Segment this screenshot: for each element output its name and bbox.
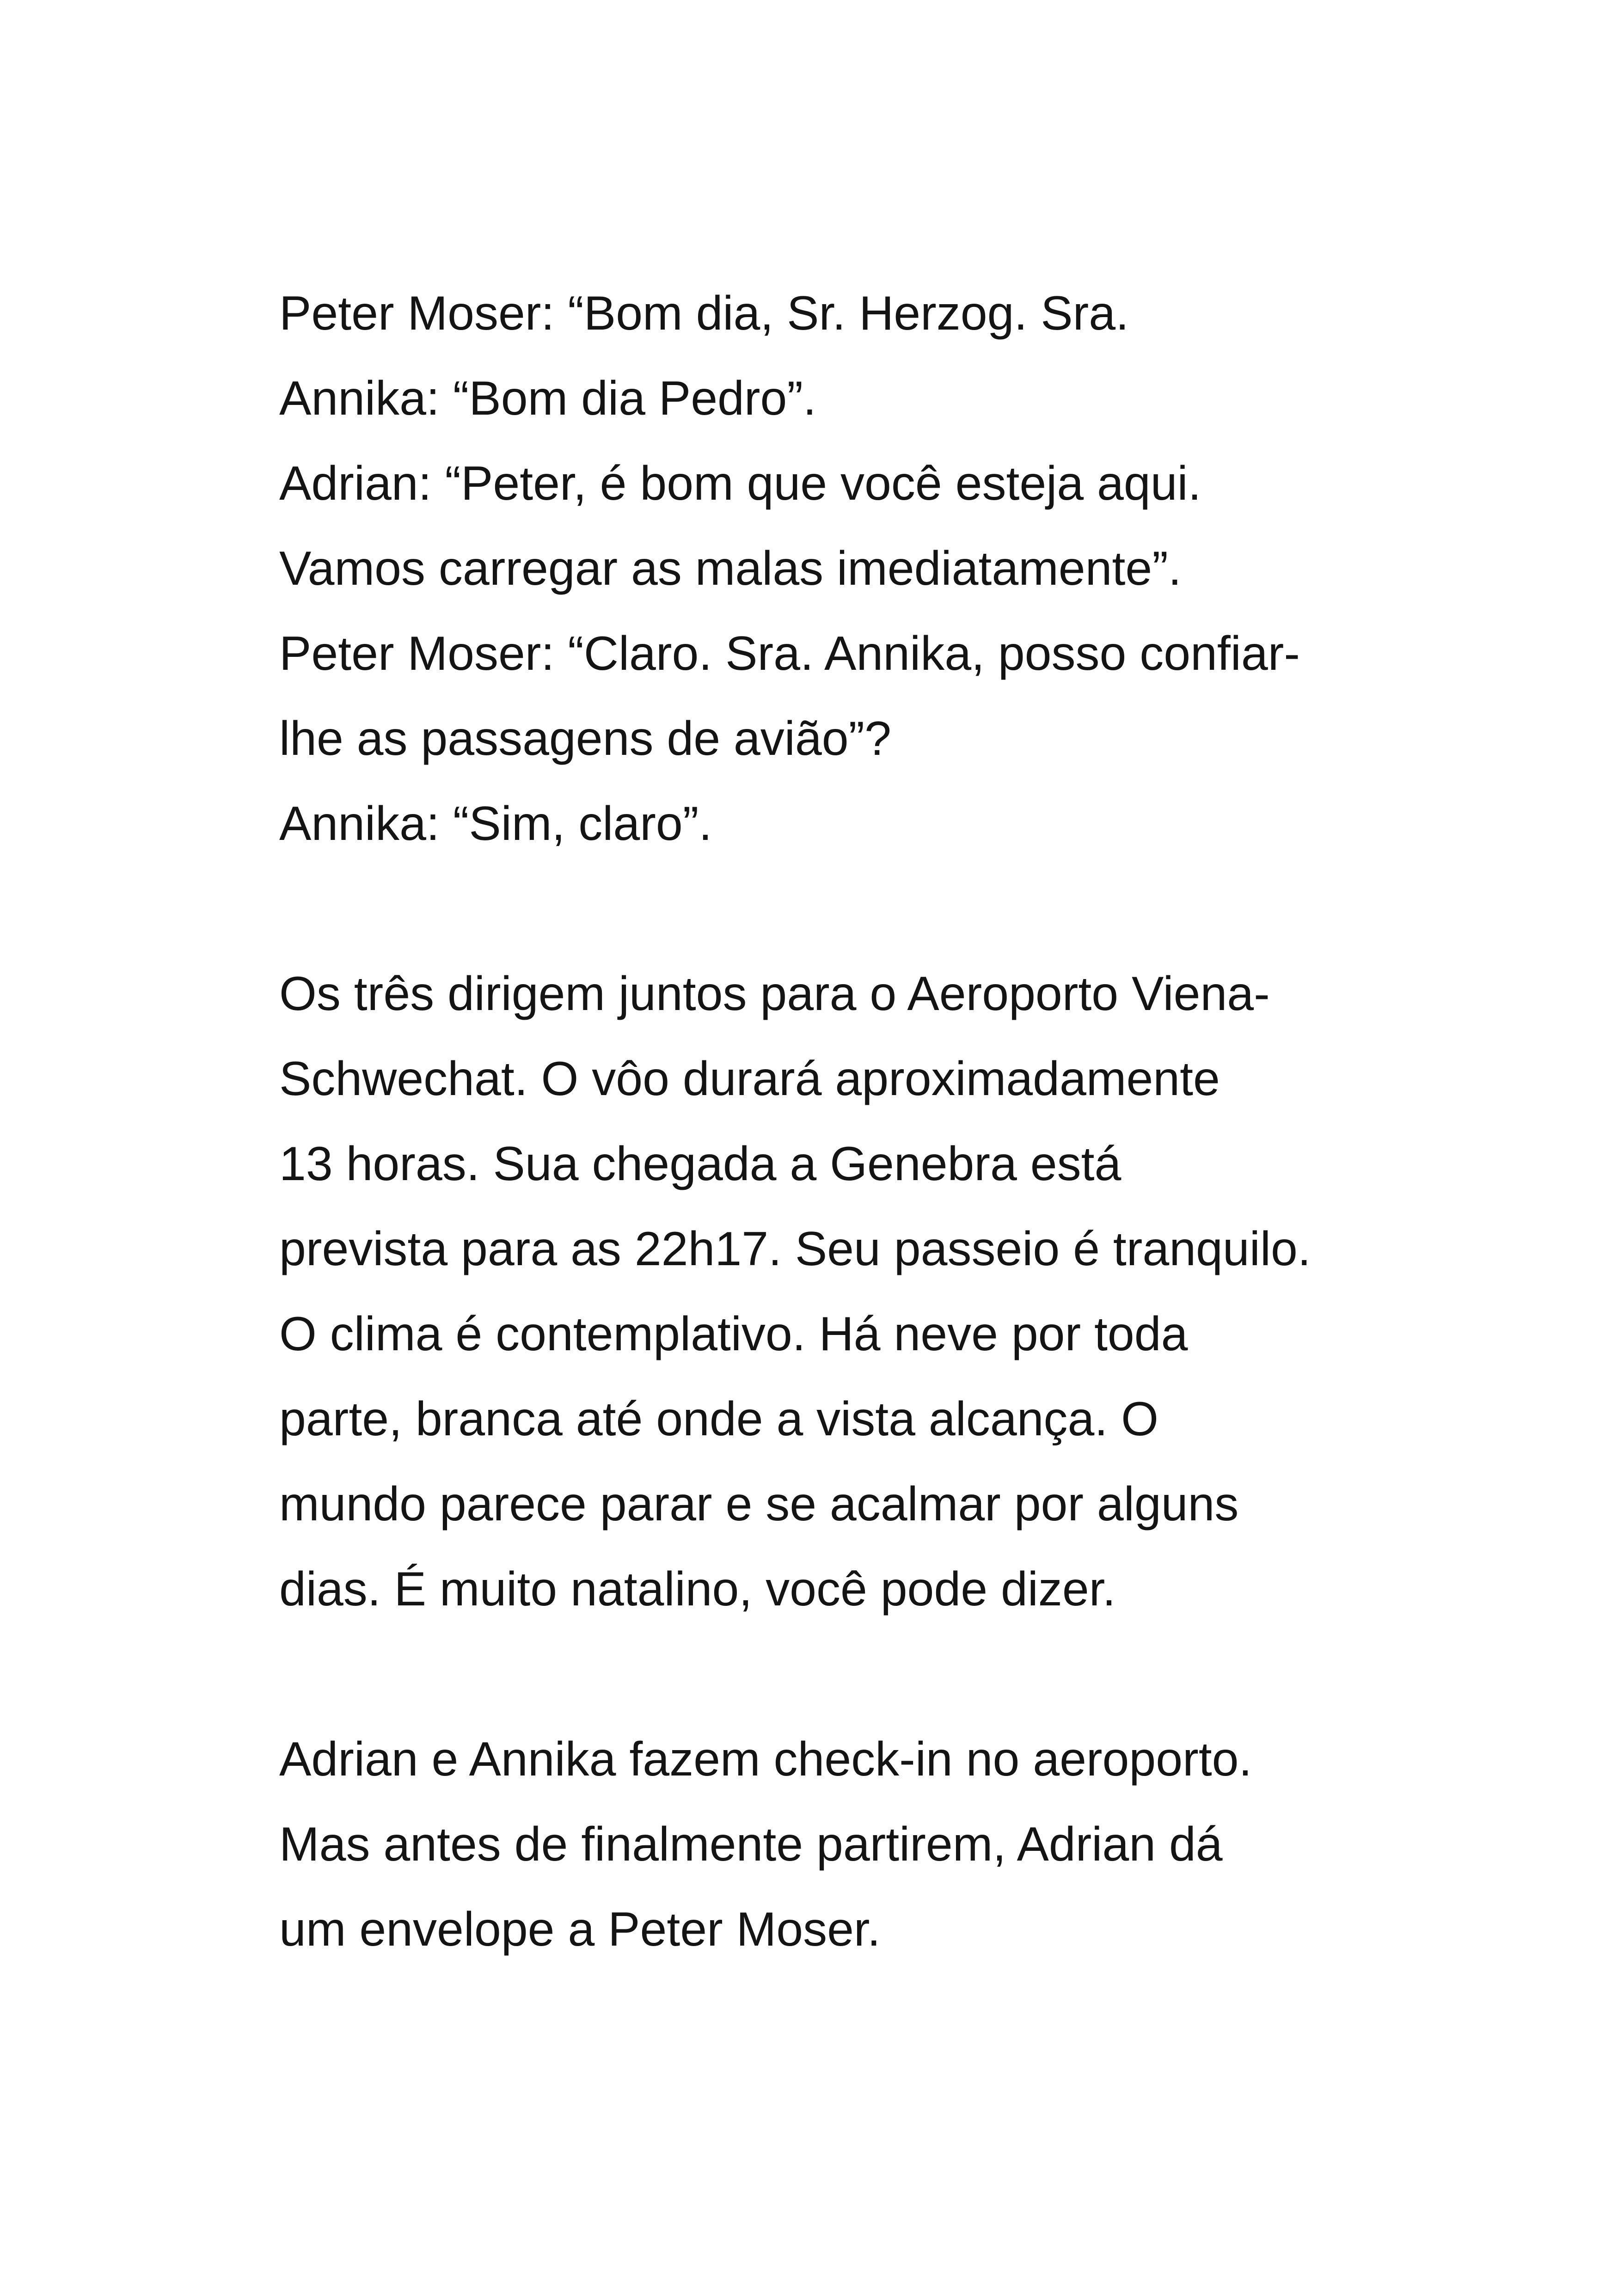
text-line: Peter Moser: “Claro. Sra. Annika, posso confiar- [279, 627, 1300, 680]
text-line: Schwechat. O vôo durará aproximadamente [279, 1052, 1220, 1106]
text-line: 13 horas. Sua chegada a Genebra está [279, 1137, 1122, 1191]
text-line: Peter Moser: “Bom dia, Sr. Herzog. Sra. [279, 287, 1129, 340]
text-line: Vamos carregar as malas imediatamente”. [279, 542, 1182, 595]
text-line: Mas antes de finalmente partirem, Adrian dá [279, 1818, 1223, 1871]
text-line: lhe as passagens de avião”? [279, 712, 892, 765]
text-line: O clima é contemplativo. Há neve por toda [279, 1307, 1188, 1361]
paragraph-check-in [279, 1717, 1435, 1972]
text-line: Annika: “Bom dia Pedro”. [279, 372, 816, 425]
text-line: Os três dirigem juntos para o Aeroporto Viena- [279, 967, 1270, 1021]
body-text [279, 271, 1435, 1972]
text-line: Annika: “Sim, claro”. [279, 797, 712, 851]
text-line: Adrian e Annika fazem check-in no aeroporto. [279, 1733, 1252, 1786]
text-line: Adrian: “Peter, é bom que você esteja aqui. [279, 457, 1201, 510]
text-line: um envelope a Peter Moser. [279, 1903, 881, 1956]
paragraph-dialogue [279, 271, 1435, 866]
paragraph-journey [279, 951, 1435, 1632]
text-line: dias. É muito natalino, você pode dizer. [279, 1562, 1116, 1616]
text-line: mundo parece parar e se acalmar por alguns [279, 1477, 1239, 1531]
text-line: parte, branca até onde a vista alcança. O [279, 1392, 1159, 1446]
text-line: prevista para as 22h17. Seu passeio é tranquilo. [279, 1222, 1311, 1276]
